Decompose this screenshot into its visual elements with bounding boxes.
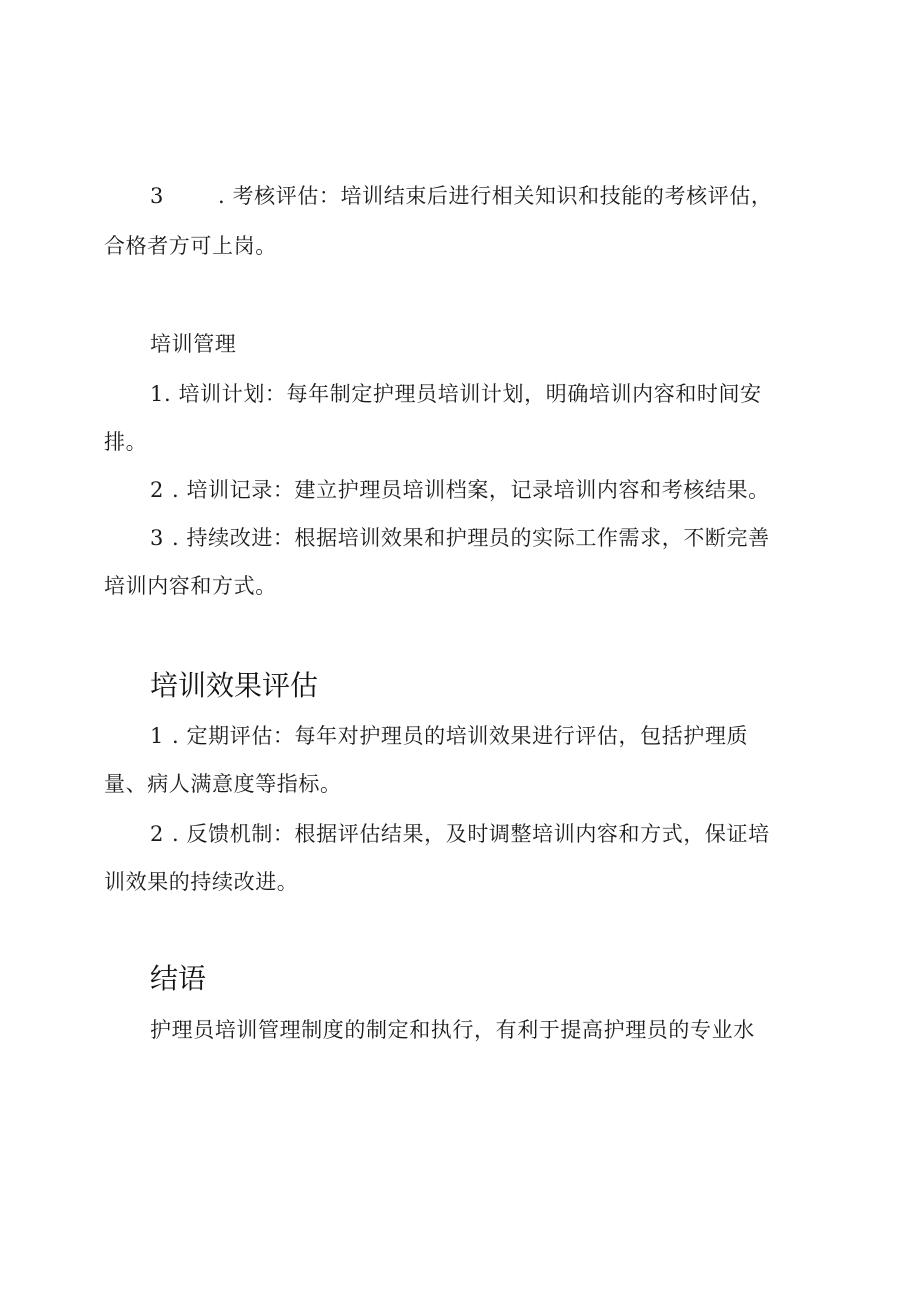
item-text: . 定期评估：每年对护理员的培训效果进行评估，包括护理质 <box>171 724 749 748</box>
training-plan-line-1 <box>150 380 762 408</box>
item-text: . 培训计划：每年制定护理员培训计划，明确培训内容和时间安 <box>163 382 762 406</box>
item-text: . 持续改进：根据培训效果和护理员的实际工作需求，不断完善 <box>171 526 770 550</box>
item-text: . 考核评估：培训结束后进行相关知识和技能的考核评估， <box>217 184 773 208</box>
item-number: 3 <box>150 184 164 208</box>
item-text: . 反馈机制：根据评估结果，及时调整培训内容和方式，保证培 <box>171 822 770 846</box>
training-records-line-1 <box>150 476 770 504</box>
item-number: 1 <box>150 382 164 406</box>
training-evaluation-heading: 培训效果评估 <box>150 669 319 702</box>
continuous-improvement-line-1 <box>150 524 770 552</box>
training-plan-line-2: 排。 <box>104 430 148 454</box>
item-number: 3 <box>150 526 164 550</box>
continuous-improvement-line-2: 培训内容和方式。 <box>104 574 277 598</box>
feedback-mechanism-line-1 <box>150 820 770 848</box>
item-number: 2 <box>150 478 164 502</box>
regular-evaluation-line-1 <box>150 722 748 750</box>
conclusion-heading: 结语 <box>150 962 207 995</box>
regular-evaluation-line-2: 量、病人满意度等指标。 <box>104 772 342 796</box>
training-management-title: 培训管理 <box>150 332 237 356</box>
item-text: . 培训记录：建立护理员培训档案，记录培训内容和考核结果。 <box>171 478 770 502</box>
feedback-mechanism-line-2: 训效果的持续改进。 <box>104 870 299 894</box>
assessment-item-line-2: 合格者方可上岗。 <box>104 234 277 258</box>
conclusion-line-1: 护理员培训管理制度的制定和执行，有利于提高护理员的专业水 <box>150 1018 755 1042</box>
item-number: 1 <box>150 724 164 748</box>
assessment-item-line-1 <box>150 182 773 210</box>
item-number: 2 <box>150 822 164 846</box>
